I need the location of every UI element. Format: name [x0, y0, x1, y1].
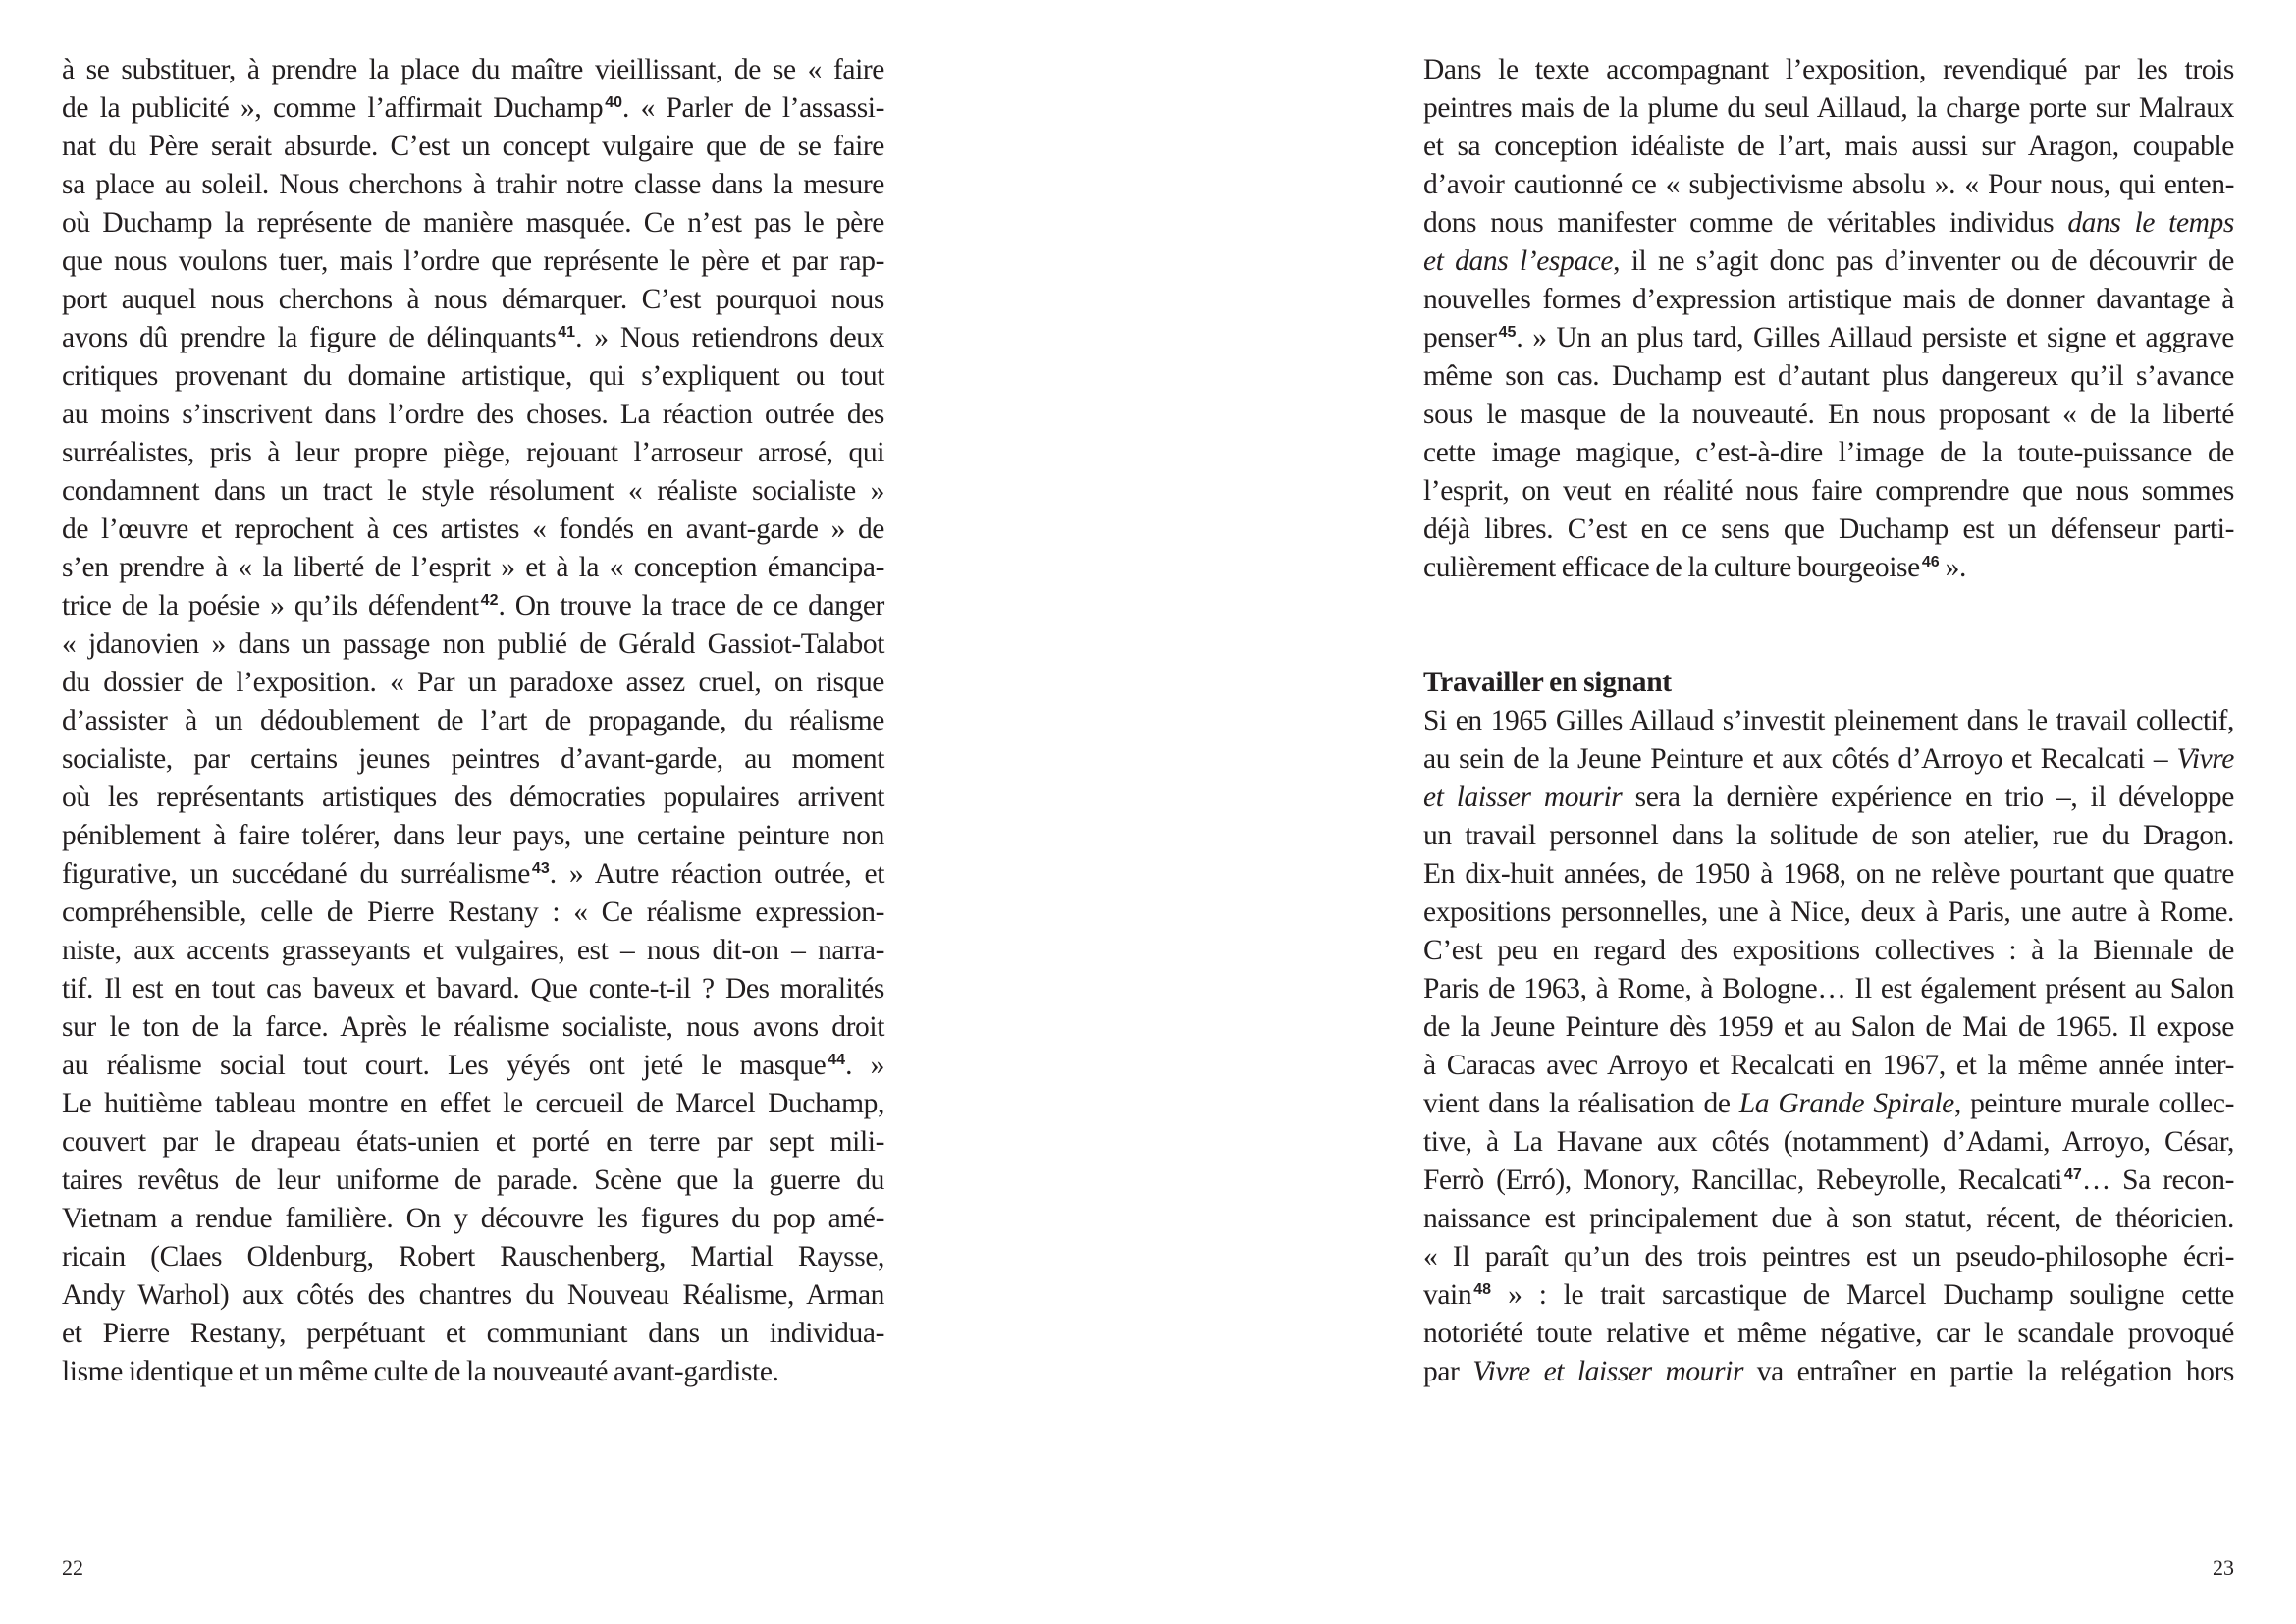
text-line [62, 779, 884, 817]
text-run: où les représentants artistiques des démocraties populaires arrivent [62, 782, 884, 813]
text-line [62, 1276, 884, 1315]
text-run: sur le ton de la farce. Après le réalisme socialiste, nous avons droit [62, 1011, 884, 1043]
text-run: . On trouve la trace de ce danger [498, 590, 884, 622]
text-line [1423, 434, 2234, 472]
text-run: au sein de la Jeune Peinture et aux côtés d’Arroyo et Recalcati – [1423, 743, 2177, 775]
text-run: , peinture murale collec- [1953, 1088, 2234, 1119]
text-run: nouvelles formes d’expression artistique mais de donner davantage à [1423, 284, 2234, 315]
italic-title: La Grande Spirale [1738, 1088, 1954, 1119]
page-number-left: 22 [62, 1555, 83, 1580]
text-run: C’est peu en regard des expositions collectives : à la Biennale de [1423, 935, 2234, 966]
text-line [1423, 1047, 2234, 1085]
text-run: taires revêtus de leur uniforme de parade. Scène que la guerre du [62, 1164, 884, 1196]
text-run: nat du Père serait absurde. C’est un concept vulgaire que de se faire [62, 131, 884, 162]
text-run: Si en 1965 Gilles Aillaud s’investit pleinement dans le travail collectif, [1423, 705, 2234, 736]
text-line [1423, 204, 2234, 243]
text-line [62, 357, 884, 396]
italic-title: et dans l’espace [1423, 245, 1614, 277]
section-heading: Travailler en signant [1423, 667, 1672, 698]
text-line [62, 932, 884, 970]
paragraph-2 [1423, 702, 2234, 1391]
italic-title: Vivre [2176, 743, 2234, 775]
text-run: Andy Warhol) aux côtés des chantres du Nouveau Réalisme, Arman [62, 1279, 884, 1311]
text-run: « Il paraît qu’un des trois peintres est un pseudo-philosophe écri- [1423, 1241, 2234, 1272]
text-run: ricain (Claes Oldenburg, Robert Rauschenberg, Martial Raysse, [62, 1241, 884, 1272]
text-run: Le huitième tableau montre en effet le cercueil de Marcel Duchamp, [62, 1088, 884, 1119]
text-run: surréalistes, pris à leur propre piège, rejouant l’arroseur arrosé, qui [62, 437, 884, 468]
text-run: port auquel nous cherchons à nous démarquer. C’est pourquoi nous [62, 284, 884, 315]
text-run: cette image magique, c’est-à-dire l’image de la toute-puissance de [1423, 437, 2234, 468]
text-run: l’esprit, on veut en réalité nous faire comprendre que nous sommes [1423, 475, 2234, 507]
text-line [62, 1008, 884, 1047]
text-run: naissance est principalement due à son statut, récent, de théoricien. [1423, 1203, 2234, 1234]
text-line [1423, 1085, 2234, 1123]
text-line [1423, 396, 2234, 434]
text-line [62, 970, 884, 1008]
footnote-reference[interactable]: 43 [531, 860, 550, 877]
text-run: de la Jeune Peinture dès 1959 et au Salon de Mai de 1965. Il expose [1423, 1011, 2234, 1043]
text-line [62, 587, 884, 625]
text-run: . » Autre réaction outrée, et [549, 858, 885, 890]
text-run: que nous voulons tuer, mais l’ordre que représente le père et par rap- [62, 245, 884, 277]
text-line [1423, 1008, 2234, 1047]
italic-title: dans le temps [2067, 207, 2234, 239]
footnote-reference[interactable]: 48 [1473, 1281, 1491, 1298]
text-line [1423, 281, 2234, 319]
text-run: ». [1939, 552, 1966, 583]
text-line [62, 702, 884, 740]
text-line [1423, 970, 2234, 1008]
text-line [62, 1123, 884, 1162]
text-line [62, 511, 884, 549]
text-line [1423, 1123, 2234, 1162]
text-run: au moins s’inscrivent dans l’ordre des choses. La réaction outrée des [62, 399, 884, 430]
text-line [62, 166, 884, 204]
text-line [62, 625, 884, 664]
blank-line [1423, 587, 2234, 625]
text-line [1423, 1276, 2234, 1315]
left-page-text-column [62, 51, 884, 1391]
text-line [1423, 1315, 2234, 1353]
text-run: . » Un an plus tard, Gilles Aillaud persiste et signe et aggrave [1516, 322, 2234, 353]
text-line [1423, 1353, 2234, 1391]
text-line [62, 89, 884, 128]
footnote-reference[interactable]: 42 [480, 592, 499, 609]
italic-title: et laisser mourir [1423, 782, 1623, 813]
text-line [62, 664, 884, 702]
text-run: » : le trait sarcastique de Marcel Duchamp souligne cette [1491, 1279, 2234, 1311]
page-number-right: 23 [2213, 1555, 2234, 1580]
text-run: , il ne s’agit donc pas d’inventer ou de découvrir de [1613, 245, 2234, 277]
text-line [62, 855, 884, 893]
text-run: « jdanovien » dans un passage non publié de Gérald Gassiot-Talabot [62, 628, 884, 660]
text-run: vient dans la réalisation de [1423, 1088, 1739, 1119]
text-run: où Duchamp la représente de manière masquée. Ce n’est pas le père [62, 207, 884, 239]
text-run: même son cas. Duchamp est d’autant plus dangereux qu’il s’avance [1423, 360, 2234, 392]
text-line [62, 1085, 884, 1123]
italic-title: Vivre et laisser mourir [1472, 1356, 1744, 1387]
text-line [62, 549, 884, 587]
text-line [1423, 243, 2234, 281]
text-line [1423, 893, 2234, 932]
text-run: et Pierre Restany, perpétuant et communiant dans un individua- [62, 1318, 884, 1349]
text-run: socialiste, par certains jeunes peintres d’avant-garde, au moment [62, 743, 884, 775]
right-page [1148, 0, 2296, 1624]
text-run: de l’œuvre et reprochent à ces artistes « fondés en avant-garde » de [62, 514, 884, 545]
text-run: Dans le texte accompagnant l’exposition, revendiqué par les trois [1423, 54, 2234, 85]
text-line [1423, 1162, 2234, 1200]
text-line [1423, 817, 2234, 855]
text-run: dons nous manifester comme de véritables individus [1423, 207, 2068, 239]
footnote-reference[interactable]: 44 [828, 1052, 846, 1068]
text-run: Paris de 1963, à Rome, à Bologne… Il est également présent au Salon [1423, 973, 2234, 1004]
text-line [62, 1047, 884, 1085]
text-run: d’avoir cautionné ce « subjectivisme absolu ». « Pour nous, qui enten- [1423, 169, 2234, 200]
text-line [1423, 702, 2234, 740]
text-line [1423, 89, 2234, 128]
text-line [1423, 740, 2234, 779]
text-run: culièrement efficace de la culture bourgeoise [1423, 552, 1920, 583]
text-line [62, 1238, 884, 1276]
text-line [62, 281, 884, 319]
text-run: … Sa recon- [2081, 1164, 2235, 1196]
footnote-reference[interactable]: 45 [1498, 324, 1517, 341]
text-run: à se substituer, à prendre la place du maître vieillissant, de se « faire [62, 54, 884, 85]
text-run: au réalisme social tout court. Les yéyés ont jeté le masque [62, 1050, 827, 1081]
text-line [62, 1200, 884, 1238]
text-run: péniblement à faire tolérer, dans leur pays, une certaine peinture non [62, 820, 884, 851]
blank-line [1423, 625, 2234, 664]
text-line [62, 893, 884, 932]
text-run: penser [1423, 322, 1497, 353]
text-line [62, 1315, 884, 1353]
text-run: lisme identique et un même culte de la nouveauté avant-gardiste. [62, 1356, 779, 1387]
text-line [1423, 549, 2234, 587]
text-run: peintres mais de la plume du seul Aillaud, la charge porte sur Malraux [1423, 92, 2234, 124]
right-page-text-column [1423, 51, 2234, 1391]
text-line [1423, 51, 2234, 89]
text-run: un travail personnel dans la solitude de son atelier, rue du Dragon. [1423, 820, 2234, 851]
footnote-reference[interactable]: 40 [605, 94, 622, 111]
text-line [62, 434, 884, 472]
text-line [1423, 472, 2234, 511]
text-run: En dix-huit années, de 1950 à 1968, on ne relève pourtant que quatre [1423, 858, 2234, 890]
text-run: figurative, un succédané du surréalisme [62, 858, 530, 890]
text-run: Ferrò (Erró), Monory, Rancillac, Rebeyrolle, Recalcati [1423, 1164, 2062, 1196]
footnote-reference[interactable]: 47 [2063, 1166, 2082, 1183]
paragraph-1 [1423, 51, 2234, 587]
text-run: déjà libres. C’est en ce sens que Duchamp est un défenseur parti- [1423, 514, 2234, 545]
text-run: niste, aux accents grasseyants et vulgaires, est – nous dit-on – narra- [62, 935, 884, 966]
text-run: critiques provenant du domaine artistique, qui s’expliquent ou tout [62, 360, 884, 392]
text-line [1423, 511, 2234, 549]
text-run: du dossier de l’exposition. « Par un paradoxe assez cruel, on risque [62, 667, 884, 698]
text-line [62, 396, 884, 434]
footnote-reference[interactable]: 41 [558, 324, 576, 341]
text-run: tif. Il est en tout cas baveux et bavard. Que conte-t-il ? Des moralités [62, 973, 884, 1004]
text-line [1423, 128, 2234, 166]
text-line [62, 51, 884, 89]
text-line [62, 740, 884, 779]
text-line [1423, 357, 2234, 396]
text-run: notoriété toute relative et même négative, car le scandale provoqué [1423, 1318, 2234, 1349]
text-run: . » Nous retiendrons deux [575, 322, 884, 353]
text-line [62, 204, 884, 243]
text-line [1423, 1200, 2234, 1238]
text-run: couvert par le drapeau états-unien et porté en terre par sept mili- [62, 1126, 884, 1158]
text-run: et sa conception idéaliste de l’art, mais aussi sur Aragon, coupable [1423, 131, 2234, 162]
text-run: de la publicité », comme l’affirmait Duchamp [62, 92, 604, 124]
text-run: sera la dernière expérience en trio –, il développe [1622, 782, 2234, 813]
text-line [1423, 855, 2234, 893]
text-line [62, 319, 884, 357]
text-line [62, 1162, 884, 1200]
text-run: . » [845, 1050, 885, 1081]
text-run: vain [1423, 1279, 1472, 1311]
text-line [62, 243, 884, 281]
text-run: tive, à La Havane aux côtés (notamment) d’Adami, Arroyo, César, [1423, 1126, 2234, 1158]
text-run: trice de la poésie » qu’ils défendent [62, 590, 479, 622]
text-run: sous le masque de la nouveauté. En nous proposant « de la liberté [1423, 399, 2234, 430]
text-line [1423, 932, 2234, 970]
text-run: sa place au soleil. Nous cherchons à trahir notre classe dans la mesure [62, 169, 884, 200]
text-run: va entraîner en partie la relégation hors [1743, 1356, 2235, 1387]
text-run: expositions personnelles, une à Nice, deux à Paris, une autre à Rome. [1423, 896, 2234, 928]
text-line [1423, 166, 2234, 204]
text-run: d’assister à un dédoublement de l’art de propagande, du réalisme [62, 705, 884, 736]
text-line [62, 1353, 884, 1391]
text-run: par [1423, 1356, 1473, 1387]
text-line [1423, 779, 2234, 817]
text-line [62, 128, 884, 166]
text-run: avons dû prendre la figure de délinquants [62, 322, 557, 353]
text-run: s’en prendre à « la liberté de l’esprit » et à la « conception émancipa- [62, 552, 884, 583]
footnote-reference[interactable]: 46 [1921, 554, 1940, 570]
text-run: Vietnam a rendue familière. On y découvre les figures du pop amé- [62, 1203, 884, 1234]
text-line [1423, 319, 2234, 357]
text-run: compréhensible, celle de Pierre Restany : « Ce réalisme expression- [62, 896, 884, 928]
text-run: . « Parler de l’assassi- [621, 92, 885, 124]
text-line [62, 817, 884, 855]
text-run: condamnent dans un tract le style résolument « réaliste socialiste » [62, 475, 884, 507]
text-line [62, 472, 884, 511]
text-run: à Caracas avec Arroyo et Recalcati en 1967, et la même année inter- [1423, 1050, 2234, 1081]
text-line [1423, 1238, 2234, 1276]
